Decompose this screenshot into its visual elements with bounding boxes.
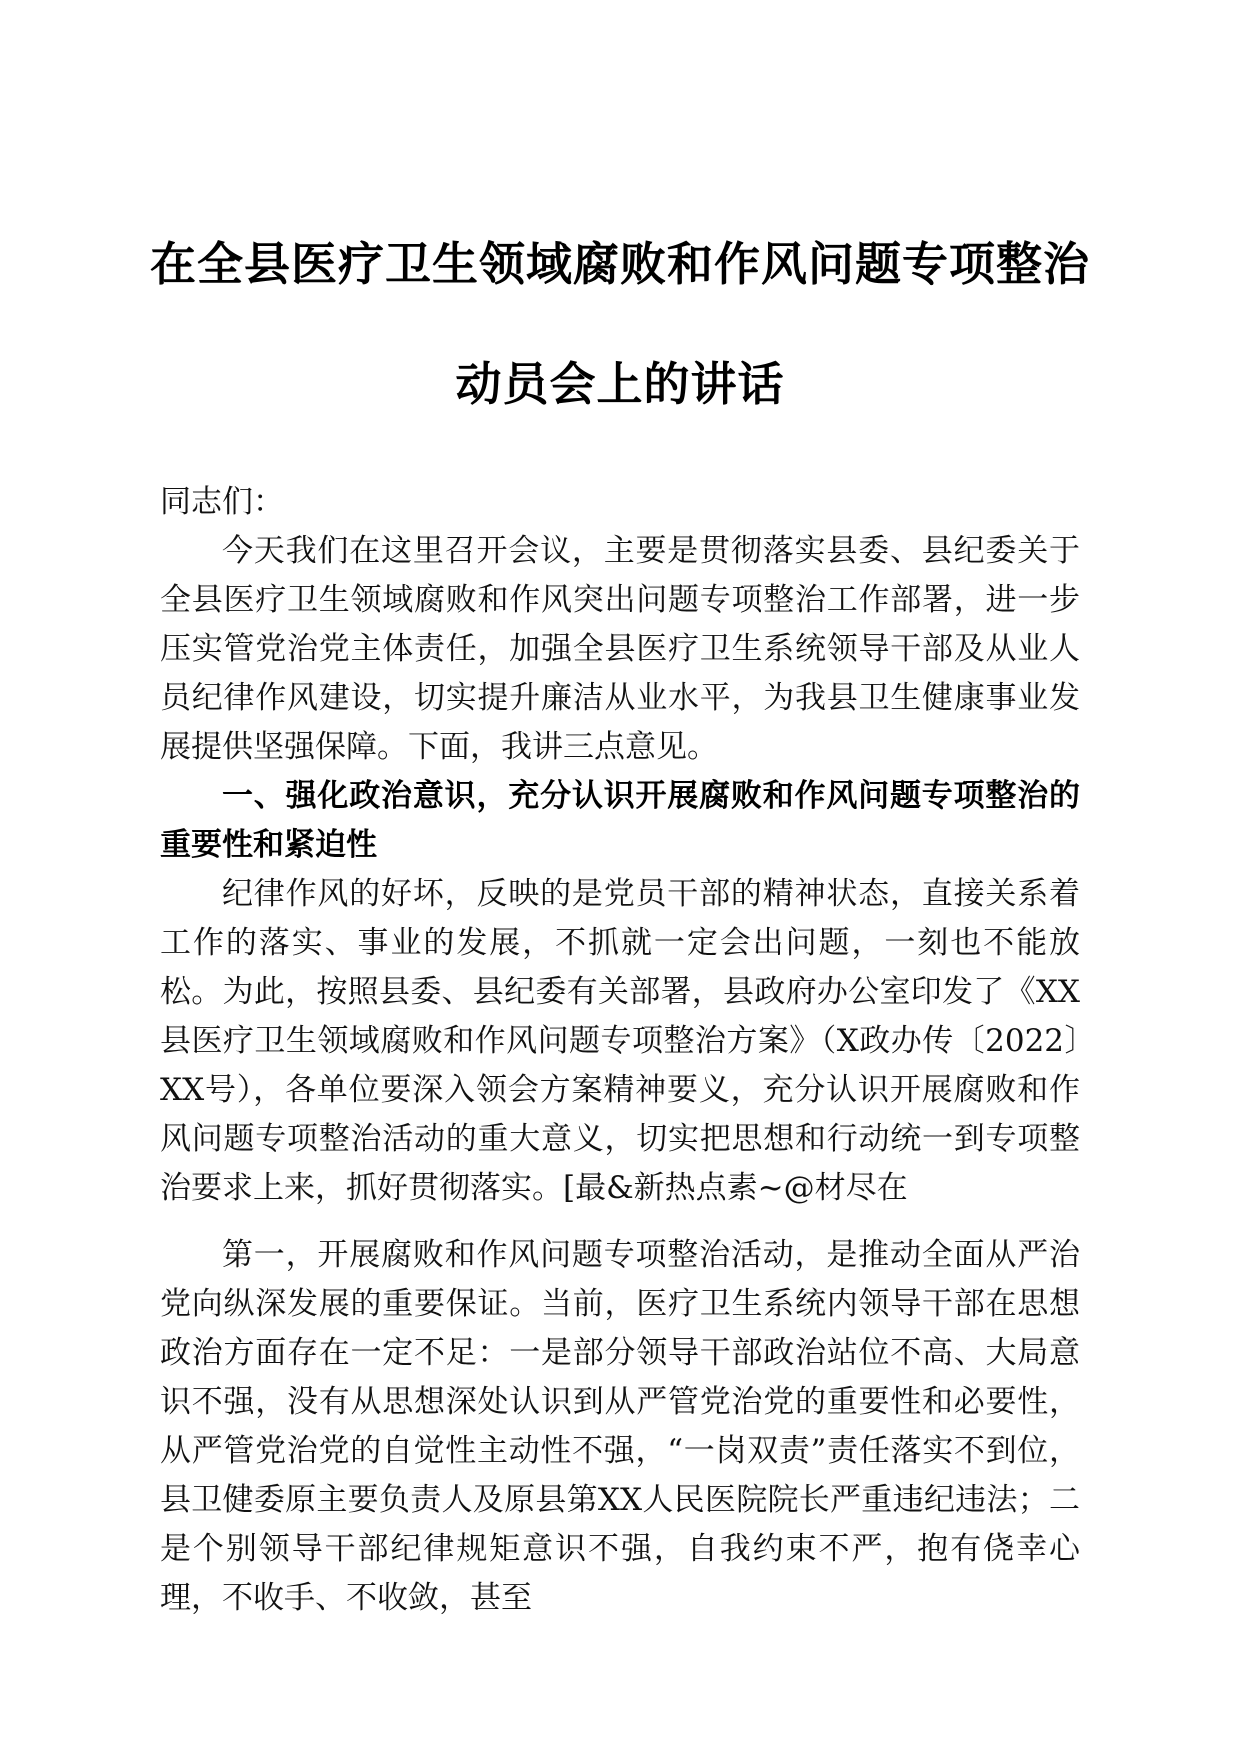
- document-body: [160, 478, 1080, 1623]
- paragraph-first-point: 第一，开展腐败和作风问题专项整治活动，是推动全面从严治党向纵深发展的重要保证。当前，医疗卫生系统内领导干部在思想政治方面存在一定不足：一是部分领导干部政治站位不高、大局意识不强，没有从思想深处认识到从严管党治党的重要性和必要性，从严管党治党的自觉性主动性不强，“一岗双责”责任落实不到位，县卫健委原主要负责人及原县第XX人民医院院长严重违纪违法；二是个别领导干部纪律规矩意识不强，自我约束不严，抱有侥幸心理，不收手、不收敛，甚至: [160, 1237, 1080, 1616]
- document-title-line-1: 在全县医疗卫生领域腐败和作风问题专项整治: [150, 237, 1090, 291]
- paragraph-discipline: 纪律作风的好坏，反映的是党员干部的精神状态，直接关系着工作的落实、事业的发展，不抓就一定会出问题，一刻也不能放松。为此，按照县委、县纪委有关部署，县政府办公室印发了《XX县医疗卫生领域腐败和作风问题专项整治方案》（X政办传〔2022〕XX号），各单位要深入领会方案精神要义，充分认识开展腐败和作风问题专项整治活动的重大意义，切实把思想和行动统一到专项整治要求上来，抓好贯彻落实。[最&新热点素~@材尽在: [160, 876, 1080, 1206]
- section-heading-1: 一、强化政治意识，充分认识开展腐败和作风问题专项整治的重要性和紧迫性: [160, 778, 1080, 863]
- salutation: 同志们：: [160, 484, 284, 520]
- document-title-line-2: 动员会上的讲话: [455, 357, 785, 411]
- paragraph-intro: 今天我们在这里召开会议，主要是贯彻落实县委、县纪委关于全县医疗卫生领域腐败和作风突出问题专项整治工作部署，进一步压实管党治党主体责任，加强全县医疗卫生系统领导干部及从业人员纪律作风建设，切实提升廉洁从业水平，为我县卫生健康事业发展提供坚强保障。下面，我讲三点意见。: [160, 533, 1080, 765]
